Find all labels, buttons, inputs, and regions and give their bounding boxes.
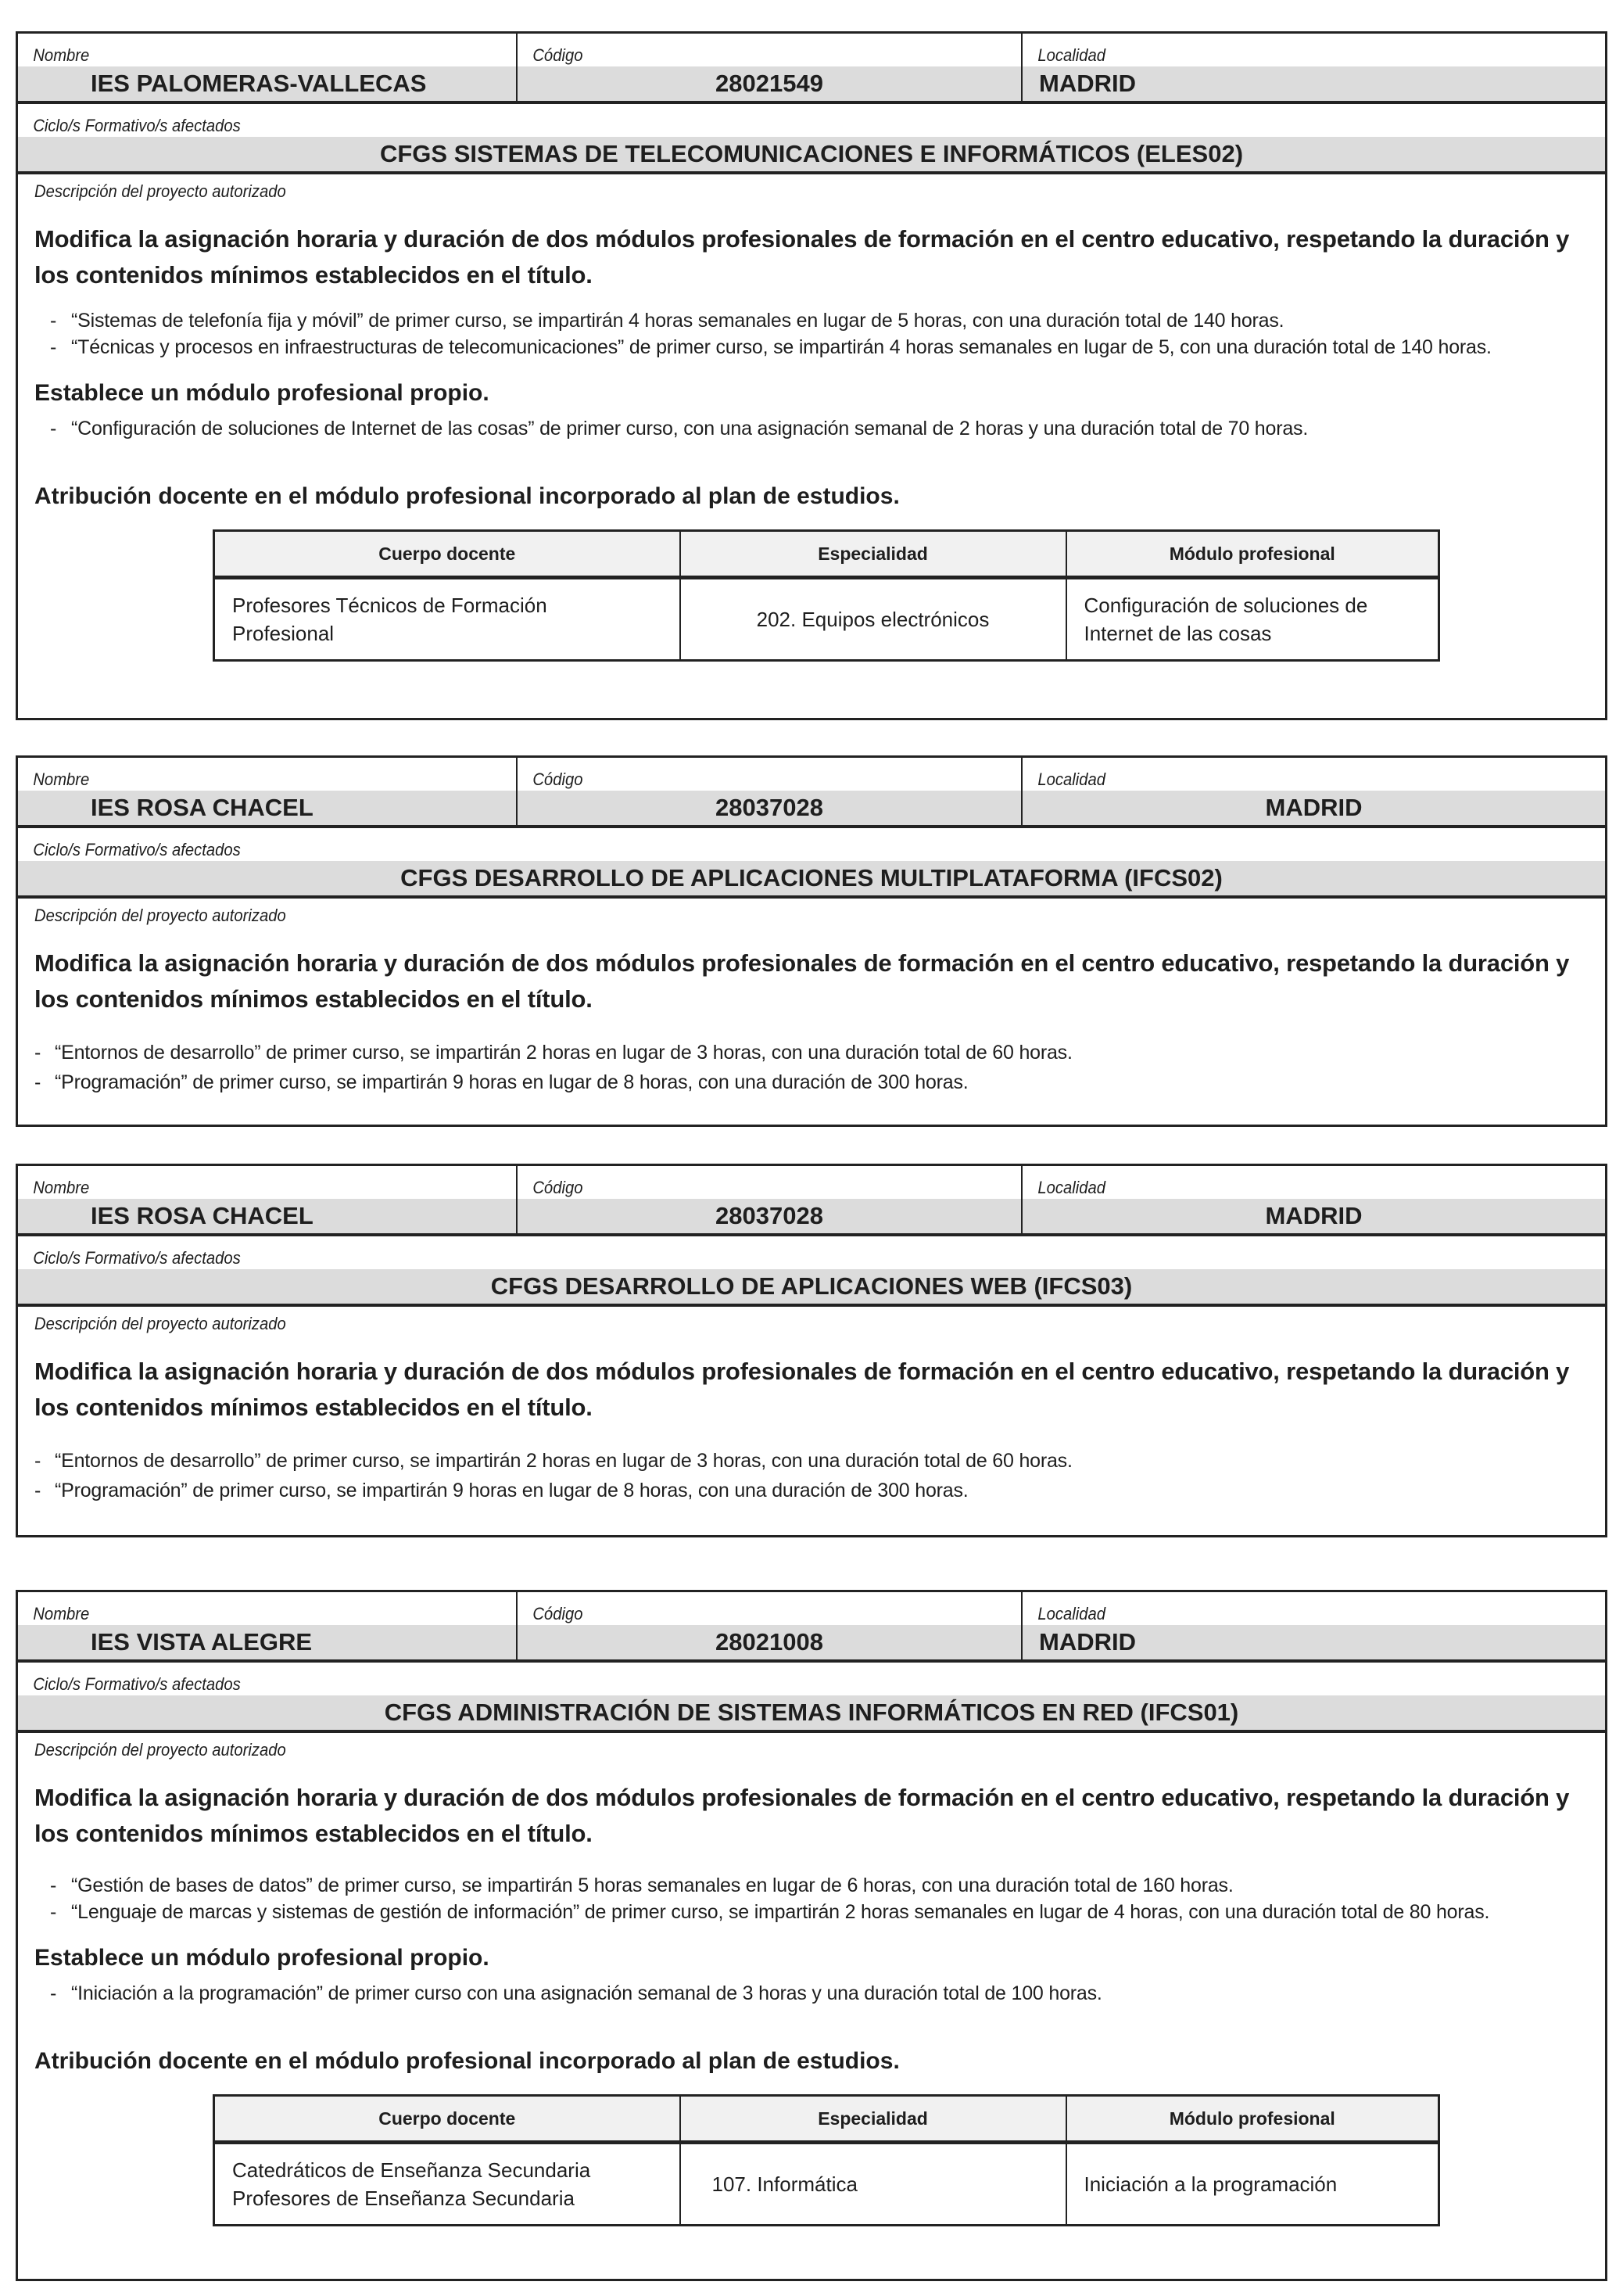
modified-modules-list <box>34 307 1589 361</box>
list-item: - “Sistemas de telefonía fija y móvil” de primer curso, se impartirán 4 horas semanales en lugar de 5 horas, con una duración total de 140 horas. <box>34 307 1589 334</box>
localidad-cell <box>1021 1592 1605 1659</box>
nombre-label: Nombre <box>33 1604 90 1623</box>
propio-heading: Establece un módulo profesional propio. <box>34 380 489 406</box>
list-item: - “Entornos de desarrollo” de primer curso, se impartirán 2 horas en lugar de 3 horas, con una duración total de 60 horas. <box>34 1446 1589 1476</box>
localidad-value: MADRID <box>1023 791 1605 825</box>
localidad-cell <box>1021 758 1605 825</box>
descripcion-section <box>18 1307 1605 1505</box>
ciclo-label: Ciclo/s Formativo/s afectados <box>33 1674 241 1694</box>
nombre-text: IES VISTA ALEGRE <box>91 1628 313 1656</box>
codigo-cell <box>516 758 1021 825</box>
project-block-palomeras <box>16 31 1607 720</box>
modified-modules-list <box>34 1038 1589 1097</box>
ciclo-value: CFGS DESARROLLO DE APLICACIONES WEB (IFCS03) <box>18 1269 1605 1304</box>
modified-modules-list <box>34 1446 1589 1505</box>
nombre-label: Nombre <box>33 45 90 65</box>
table-header-row <box>214 2096 1439 2143</box>
nombre-cell <box>18 1166 516 1233</box>
project-block-rosa-chacel-daw <box>16 1164 1607 1537</box>
localidad-label: Localidad <box>1037 1604 1105 1623</box>
ciclo-row <box>18 104 1605 174</box>
ciclo-row <box>18 828 1605 899</box>
header-modulo-profesional: Módulo profesional <box>1066 2096 1439 2143</box>
cuerpo-line: Profesores de Enseñanza Secundaria <box>232 2187 575 2210</box>
list-item: - “Programación” de primer curso, se impartirán 9 horas en lugar de 8 horas, con una duración de 300 horas. <box>34 1476 1589 1505</box>
project-block-vista-alegre <box>16 1590 1607 2281</box>
localidad-value: MADRID <box>1023 1625 1605 1659</box>
nombre-cell <box>18 758 516 825</box>
ciclo-value: CFGS DESARROLLO DE APLICACIONES MULTIPLATAFORMA (IFCS02) <box>18 861 1605 895</box>
list-item: - “Lenguaje de marcas y sistemas de gestión de información” de primer curso, se impartirán 2 horas semanales en lugar de 4 horas, con una duración total de 80 horas. <box>34 1899 1589 1925</box>
nombre-value <box>18 791 516 825</box>
codigo-cell <box>516 1166 1021 1233</box>
nombre-label: Nombre <box>33 770 90 789</box>
nombre-text: IES PALOMERAS-VALLECAS <box>91 70 427 97</box>
ciclo-label: Ciclo/s Formativo/s afectados <box>33 840 241 859</box>
codigo-value: 28021008 <box>518 1625 1021 1659</box>
description-lead: Modifica la asignación horaria y duración de dos módulos profesionales de formación en el centro educativo, respetando la duración y los contenidos mínimos establecidos en el título. <box>34 225 1570 289</box>
center-info-row <box>18 34 1605 104</box>
codigo-cell <box>516 34 1021 101</box>
nombre-cell <box>18 1592 516 1659</box>
ciclo-value: CFGS ADMINISTRACIÓN DE SISTEMAS INFORMÁTICOS EN RED (IFCS01) <box>18 1695 1605 1730</box>
list-item: - “Gestión de bases de datos” de primer curso, se impartirán 5 horas semanales en lugar de 6 horas, con una duración total de 160 horas. <box>34 1872 1589 1899</box>
description-lead: Modifica la asignación horaria y duración de dos módulos profesionales de formación en el centro educativo, respetando la duración y los contenidos mínimos establecidos en el título. <box>34 949 1570 1013</box>
header-cuerpo-docente: Cuerpo docente <box>214 2096 680 2143</box>
codigo-label: Código <box>532 45 583 65</box>
table-row <box>214 578 1439 661</box>
descripcion-section <box>18 174 1605 662</box>
nombre-value <box>18 1199 516 1233</box>
list-item: - “Iniciación a la programación” de primer curso con una asignación semanal de 3 horas y una duración total de 100 horas. <box>34 1980 1589 2007</box>
cell-cuerpo-docente <box>214 2143 680 2226</box>
descripcion-label: Descripción del proyecto autorizado <box>34 1314 286 1333</box>
ciclo-value: CFGS SISTEMAS DE TELECOMUNICACIONES E INFORMÁTICOS (ELES02) <box>18 137 1605 171</box>
atribucion-table <box>213 529 1440 662</box>
atribucion-heading: Atribución docente en el módulo profesional incorporado al plan de estudios. <box>34 2048 900 2074</box>
cell-modulo-profesional: Iniciación a la programación <box>1066 2143 1439 2226</box>
ciclo-row <box>18 1663 1605 1733</box>
center-info-row <box>18 1592 1605 1663</box>
codigo-value: 28037028 <box>518 791 1021 825</box>
nombre-value <box>18 66 516 101</box>
descripcion-section <box>18 1733 1605 2226</box>
header-especialidad: Especialidad <box>680 2096 1066 2143</box>
codigo-label: Código <box>532 1178 583 1197</box>
header-cuerpo-docente: Cuerpo docente <box>214 531 680 578</box>
nombre-cell <box>18 34 516 101</box>
descripcion-section <box>18 899 1605 1097</box>
localidad-label: Localidad <box>1037 770 1105 789</box>
descripcion-label: Descripción del proyecto autorizado <box>34 906 286 925</box>
codigo-label: Código <box>532 770 583 789</box>
ciclo-label: Ciclo/s Formativo/s afectados <box>33 1248 241 1268</box>
nombre-label: Nombre <box>33 1178 90 1197</box>
atribucion-heading: Atribución docente en el módulo profesional incorporado al plan de estudios. <box>34 483 900 509</box>
localidad-cell <box>1021 34 1605 101</box>
codigo-cell <box>516 1592 1021 1659</box>
project-block-rosa-chacel-dam <box>16 755 1607 1127</box>
localidad-value: MADRID <box>1023 66 1605 101</box>
localidad-cell <box>1021 1166 1605 1233</box>
description-lead: Modifica la asignación horaria y duración de dos módulos profesionales de formación en el centro educativo, respetando la duración y los contenidos mínimos establecidos en el título. <box>34 1358 1570 1421</box>
codigo-value: 28021549 <box>518 66 1021 101</box>
list-item: - “Técnicas y procesos en infraestructuras de telecomunicaciones” de primer curso, se impartirán 4 horas semanales en lugar de 5, con una duración total de 140 horas. <box>34 334 1589 361</box>
nombre-text: IES ROSA CHACEL <box>91 1202 313 1229</box>
propio-modules-list <box>34 1980 1589 2007</box>
list-item: - “Configuración de soluciones de Internet de las cosas” de primer curso, con una asignación semanal de 2 horas y una duración total de 70 horas. <box>34 415 1589 442</box>
localidad-label: Localidad <box>1037 45 1105 65</box>
codigo-value: 28037028 <box>518 1199 1021 1233</box>
descripcion-label: Descripción del proyecto autorizado <box>34 181 286 201</box>
modified-modules-list <box>34 1872 1589 1925</box>
propio-modules-list <box>34 415 1589 442</box>
table-header-row <box>214 531 1439 578</box>
header-especialidad: Especialidad <box>680 531 1066 578</box>
cuerpo-line: Catedráticos de Enseñanza Secundaria <box>232 2158 591 2182</box>
ciclo-row <box>18 1236 1605 1307</box>
descripcion-label: Descripción del proyecto autorizado <box>34 1740 286 1760</box>
cell-cuerpo-docente: Profesores Técnicos de Formación Profesional <box>232 594 547 645</box>
list-item: - “Entornos de desarrollo” de primer curso, se impartirán 2 horas en lugar de 3 horas, con una duración total de 60 horas. <box>34 1038 1589 1067</box>
cell-modulo-profesional: Configuración de soluciones de Internet de las cosas <box>1066 578 1439 661</box>
codigo-label: Código <box>532 1604 583 1623</box>
header-modulo-profesional: Módulo profesional <box>1066 531 1439 578</box>
ciclo-label: Ciclo/s Formativo/s afectados <box>33 116 241 135</box>
cell-especialidad: 107. Informática <box>680 2143 1066 2226</box>
description-lead: Modifica la asignación horaria y duración de dos módulos profesionales de formación en el centro educativo, respetando la duración y los contenidos mínimos establecidos en el título. <box>34 1784 1570 1847</box>
list-item: - “Programación” de primer curso, se impartirán 9 horas en lugar de 8 horas, con una duración de 300 horas. <box>34 1067 1589 1097</box>
atribucion-table <box>213 2094 1440 2226</box>
cell-especialidad: 202. Equipos electrónicos <box>680 578 1066 661</box>
center-info-row <box>18 758 1605 828</box>
table-row <box>214 2143 1439 2226</box>
propio-heading: Establece un módulo profesional propio. <box>34 1945 489 1971</box>
localidad-value: MADRID <box>1023 1199 1605 1233</box>
center-info-row <box>18 1166 1605 1236</box>
nombre-text: IES ROSA CHACEL <box>91 794 313 821</box>
nombre-value <box>18 1625 516 1659</box>
localidad-label: Localidad <box>1037 1178 1105 1197</box>
